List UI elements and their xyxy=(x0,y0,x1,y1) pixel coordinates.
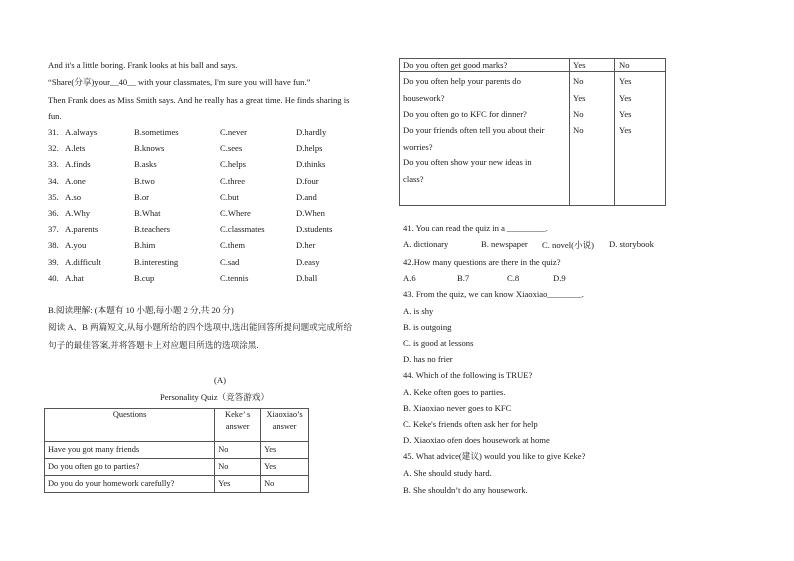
q43-option: A. is shy xyxy=(403,306,434,316)
option-d: D.When xyxy=(296,208,325,218)
right-table-question: class? xyxy=(403,174,424,184)
header-xiaoxiao: Xiaoxiao’s answer xyxy=(261,409,309,442)
q43-option: C. is good at lessons xyxy=(403,338,474,348)
option-d: D.and xyxy=(296,191,317,202)
table-row xyxy=(45,476,309,493)
right-table-keke: Yes xyxy=(573,93,586,103)
option-a: A.parents xyxy=(65,224,99,235)
option-d: D.thinks xyxy=(296,159,326,170)
q44-option: C. Keke's friends often ask her for help xyxy=(403,419,538,429)
header-questions: Questions xyxy=(45,409,215,442)
q41-option: C. novel(小说) xyxy=(542,240,595,250)
row-xiaoxiao: Yes xyxy=(261,459,309,476)
right-table-xiaoxiao: Yes xyxy=(619,93,632,103)
question-number: 39. xyxy=(48,256,59,267)
row-xiaoxiao: Yes xyxy=(261,442,309,459)
q44-option: A. Keke often goes to parties. xyxy=(403,387,506,397)
option-c: C.but xyxy=(220,191,239,202)
option-b: B.or xyxy=(134,191,150,202)
question-44: 44. Which of the following is TRUE? xyxy=(403,370,533,380)
right-table-keke: No xyxy=(573,109,584,119)
option-d: D.her xyxy=(296,240,316,251)
right-table-question: Do you often help your parents do xyxy=(403,76,521,86)
q43-option: B. is outgoing xyxy=(403,322,452,332)
option-a: A.so xyxy=(65,191,81,202)
option-a: A.always xyxy=(65,127,98,137)
q43-option: D. has no frier xyxy=(403,354,453,364)
passage-line: fun. xyxy=(48,111,62,121)
row-question: Have you got many friends xyxy=(45,442,215,459)
question-number: 31. xyxy=(48,127,59,137)
instruction-line: 阅读 A、B 两篇短文,从每小题所给的四个选项中,选出能回答所提问题或完成所给 xyxy=(48,322,353,332)
instruction-line: 句子的最佳答案,并将答题卡上对应题目所选的选项涂黑. xyxy=(48,340,259,350)
q42-option: A.6 xyxy=(403,273,416,283)
option-a: A.difficult xyxy=(65,256,101,267)
row-question: Do you do your homework carefully? xyxy=(45,476,215,493)
row-keke: Yes xyxy=(215,476,261,493)
table-row xyxy=(45,459,309,476)
option-d: D.four xyxy=(296,175,319,186)
q42-option: D.9 xyxy=(553,273,566,283)
option-c: C.tennis xyxy=(220,272,249,283)
right-table-question: Do you often show your new ideas in xyxy=(403,157,532,167)
row-xiaoxiao: No xyxy=(261,476,309,493)
question-42: 42.How many questions are there in the quiz? xyxy=(403,257,561,267)
right-table-xiaoxiao: Yes xyxy=(619,76,632,86)
option-a: A.lets xyxy=(65,143,86,154)
option-b: B.cup xyxy=(134,272,155,283)
right-table-xiaoxiao: No xyxy=(619,60,630,70)
option-c: C.them xyxy=(220,240,246,251)
right-table-keke: No xyxy=(573,125,584,135)
question-43: 43. From the quiz, we can know Xiaoxiao________. xyxy=(403,289,584,299)
option-a: A.finds xyxy=(65,159,91,170)
question-number: 36. xyxy=(48,208,59,218)
q41-option: D. storybook xyxy=(609,239,654,249)
right-table-xiaoxiao: Yes xyxy=(619,109,632,119)
option-d: D.easy xyxy=(296,256,320,267)
option-b: B.What xyxy=(134,208,161,218)
passage-line: “Share(分享)your__40__ with your classmates, I'm sure you will have fun.” xyxy=(48,77,311,87)
q41-option: B. newspaper xyxy=(481,239,528,249)
option-a: A.one xyxy=(65,175,86,186)
question-number: 37. xyxy=(48,224,59,235)
option-a: A.you xyxy=(65,240,87,251)
option-b: B.two xyxy=(134,175,155,186)
option-b: B.knows xyxy=(134,143,165,154)
passage-line: And it's a little boring. Frank looks at his ball and says. xyxy=(48,60,238,70)
right-table-question: Do you often get good marks? xyxy=(403,60,508,70)
right-table-question: worries? xyxy=(403,142,433,152)
right-table-question: housework? xyxy=(403,93,445,103)
section-title: B.阅读理解: (本题有 10 小题,每小题 2 分,共 20 分) xyxy=(48,305,234,315)
option-b: B.teachers xyxy=(134,224,171,235)
row-keke: No xyxy=(215,459,261,476)
option-c: C.three xyxy=(220,175,246,186)
quiz-table-left xyxy=(44,408,309,493)
question-number: 38. xyxy=(48,240,59,251)
right-table-keke: No xyxy=(573,76,584,86)
option-b: B.asks xyxy=(134,159,157,170)
q42-option: C.8 xyxy=(507,273,520,283)
option-b: B.interesting xyxy=(134,256,179,267)
question-number: 32. xyxy=(48,143,59,154)
question-number: 34. xyxy=(48,175,59,186)
header-keke: Keke’ s answer xyxy=(215,409,261,442)
right-table-question: Do your friends often tell you about their xyxy=(403,125,545,135)
option-d: D.hardly xyxy=(296,127,327,137)
q44-option: D. Xiaoxiao ofen does housework at home xyxy=(403,435,550,445)
passage-label: (A) xyxy=(214,375,226,385)
option-c: C.helps xyxy=(220,159,247,170)
row-keke: No xyxy=(215,442,261,459)
option-c: C.sees xyxy=(220,143,243,154)
option-c: C.Where xyxy=(220,208,251,218)
row-question: Do you often go to parties? xyxy=(45,459,215,476)
option-b: B.sometimes xyxy=(134,127,179,137)
quiz-title: Personality Quiz（竞答游戏） xyxy=(160,392,270,402)
right-table-xiaoxiao: Yes xyxy=(619,125,632,135)
question-number: 33. xyxy=(48,159,59,170)
question-45: 45. What advice(建议) would you like to give Keke? xyxy=(403,451,586,461)
question-number: 40. xyxy=(48,272,59,283)
q44-option: B. Xiaoxiao never goes to KFC xyxy=(403,403,512,413)
q41-option: A. dictionary xyxy=(403,239,449,249)
q42-option: B.7 xyxy=(457,273,470,283)
option-c: C.never xyxy=(220,127,247,137)
right-table-keke: Yes xyxy=(573,60,586,70)
q45-option: B. She shouldn’t do any housework. xyxy=(403,485,528,495)
option-d: D.ball xyxy=(296,272,318,283)
option-d: D.helps xyxy=(296,143,323,154)
passage-line: Then Frank does as Miss Smith says. And he really has a great time. He finds sharing is xyxy=(48,95,350,105)
option-c: C.classmates xyxy=(220,224,265,235)
option-d: D.students xyxy=(296,224,333,235)
table-row xyxy=(45,442,309,459)
question-41: 41. You can read the quiz in a _________. xyxy=(403,223,548,233)
option-c: C.sad xyxy=(220,256,240,267)
option-a: A.Why xyxy=(65,208,91,218)
right-table-question: Do you often go to KFC for dinner? xyxy=(403,109,527,119)
q45-option: A. She should study hard. xyxy=(403,468,492,478)
option-a: A.hat xyxy=(65,272,84,283)
option-b: B.him xyxy=(134,240,156,251)
question-number: 35. xyxy=(48,191,59,202)
